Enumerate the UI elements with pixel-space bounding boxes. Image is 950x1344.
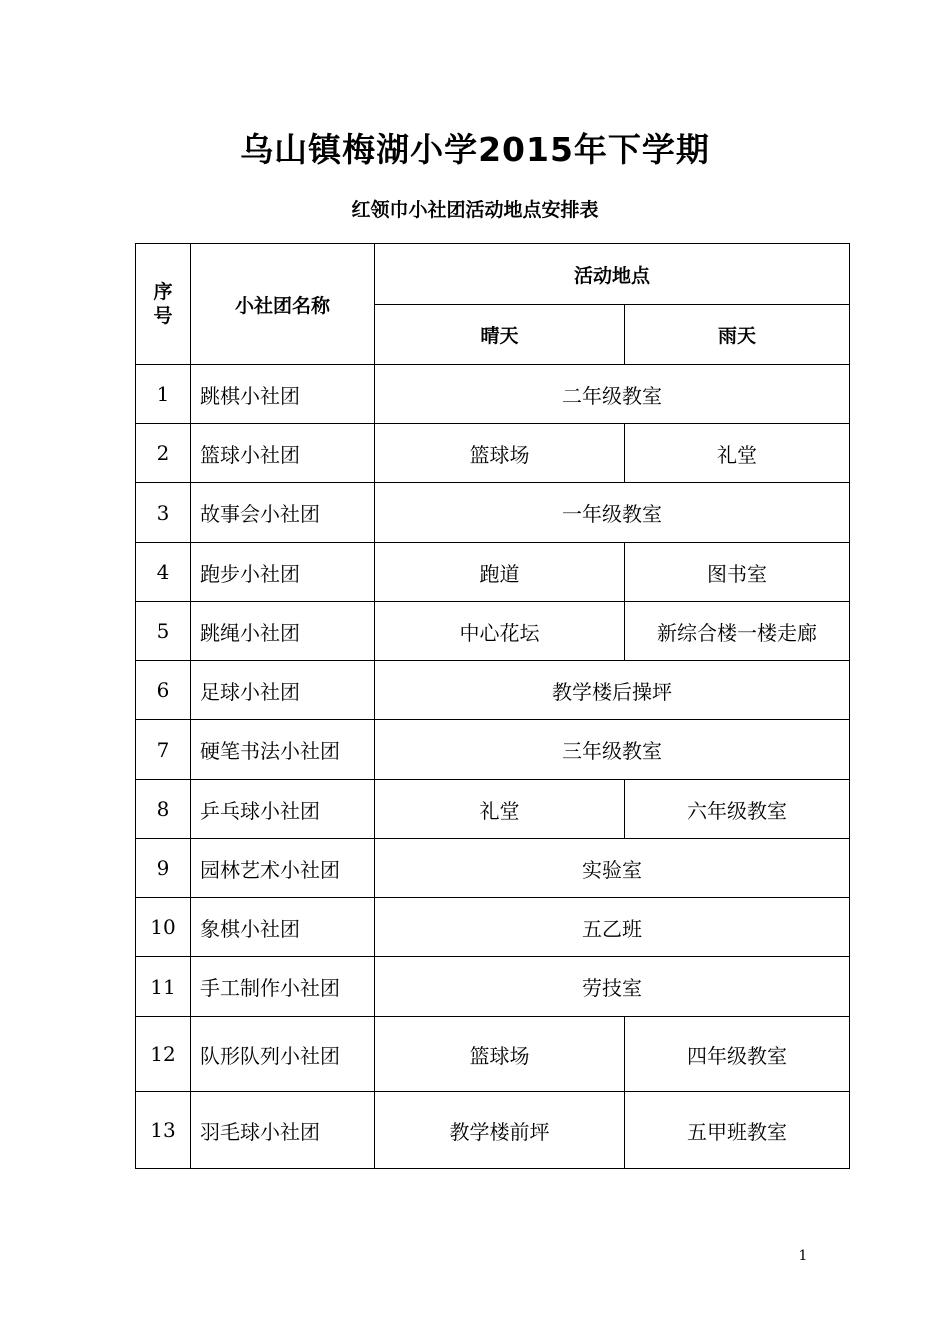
location-sunny: 中心花坛 [375, 602, 625, 661]
row-number: 3 [136, 483, 191, 543]
table-body [136, 365, 850, 1169]
location-sunny: 跑道 [375, 543, 625, 602]
header-number [136, 244, 191, 365]
table-row [136, 720, 850, 780]
table-row [136, 898, 850, 957]
document-subtitle: 红领巾小社团活动地点安排表 [351, 199, 599, 221]
location-any-weather: 劳技室 [375, 957, 850, 1017]
location-any-weather: 实验室 [375, 839, 850, 898]
row-number: 9 [136, 839, 191, 898]
club-name: 跳绳小社团 [191, 602, 375, 661]
table-row [136, 543, 850, 602]
club-name: 故事会小社团 [191, 483, 375, 543]
header-club-name: 小社团名称 [191, 244, 375, 365]
row-number: 5 [136, 602, 191, 661]
page-number: 1 [798, 1248, 808, 1264]
row-number: 12 [136, 1017, 191, 1092]
location-any-weather: 教学楼后操坪 [375, 661, 850, 720]
club-name: 篮球小社团 [191, 424, 375, 483]
row-number: 2 [136, 424, 191, 483]
row-number: 10 [136, 898, 191, 957]
location-sunny: 礼堂 [375, 780, 625, 839]
row-number: 13 [136, 1092, 191, 1169]
location-any-weather: 三年级教室 [375, 720, 850, 780]
document-title: 乌山镇梅湖小学2015年下学期 [240, 130, 710, 169]
club-name: 乒乓球小社团 [191, 780, 375, 839]
location-any-weather: 二年级教室 [375, 365, 850, 424]
table-row [136, 1017, 850, 1092]
club-name: 足球小社团 [191, 661, 375, 720]
header-number-line2: 号 [153, 305, 173, 327]
location-sunny: 篮球场 [375, 424, 625, 483]
club-name: 跑步小社团 [191, 543, 375, 602]
location-any-weather: 五乙班 [375, 898, 850, 957]
header-rainy: 雨天 [625, 305, 850, 365]
row-number: 11 [136, 957, 191, 1017]
table-row [136, 1092, 850, 1169]
table-row [136, 483, 850, 543]
table-row [136, 424, 850, 483]
table-row [136, 602, 850, 661]
table-row [136, 365, 850, 424]
table-row [136, 839, 850, 898]
row-number: 1 [136, 365, 191, 424]
header-row-top [136, 244, 850, 305]
location-sunny: 教学楼前坪 [375, 1092, 625, 1169]
club-name: 象棋小社团 [191, 898, 375, 957]
location-rainy: 图书室 [625, 543, 850, 602]
club-name: 跳棋小社团 [191, 365, 375, 424]
club-name: 手工制作小社团 [191, 957, 375, 1017]
header-number-line1: 序 [153, 281, 173, 303]
location-any-weather: 一年级教室 [375, 483, 850, 543]
location-rainy: 礼堂 [625, 424, 850, 483]
header-location: 活动地点 [375, 244, 850, 305]
location-sunny: 篮球场 [375, 1017, 625, 1092]
table-row [136, 661, 850, 720]
table-row [136, 957, 850, 1017]
location-rainy: 五甲班教室 [625, 1092, 850, 1169]
club-name: 羽毛球小社团 [191, 1092, 375, 1169]
row-number: 6 [136, 661, 191, 720]
row-number: 8 [136, 780, 191, 839]
location-rainy: 六年级教室 [625, 780, 850, 839]
schedule-table [135, 243, 850, 1169]
table-row [136, 780, 850, 839]
header-sunny: 晴天 [375, 305, 625, 365]
row-number: 7 [136, 720, 191, 780]
club-name: 队形队列小社团 [191, 1017, 375, 1092]
location-rainy: 四年级教室 [625, 1017, 850, 1092]
location-rainy: 新综合楼一楼走廊 [625, 602, 850, 661]
row-number: 4 [136, 543, 191, 602]
club-name: 硬笔书法小社团 [191, 720, 375, 780]
club-name: 园林艺术小社团 [191, 839, 375, 898]
